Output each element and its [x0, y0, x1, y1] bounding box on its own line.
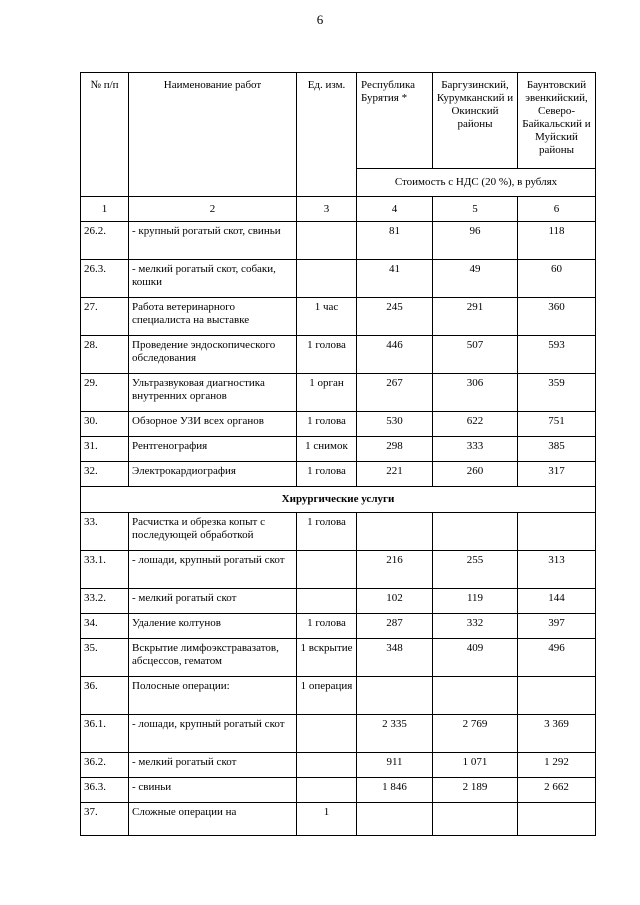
unit-cell	[297, 589, 357, 614]
price-barguzin	[433, 803, 518, 836]
table-row	[81, 437, 596, 462]
price-republic: 102	[357, 589, 433, 614]
price-bauntov: 317	[518, 462, 596, 487]
column-number: 2	[129, 197, 297, 222]
column-numbers-row	[81, 197, 596, 222]
unit-cell: 1 голова	[297, 412, 357, 437]
price-barguzin: 1 071	[433, 753, 518, 778]
row-number: 35.	[81, 639, 129, 677]
unit-cell	[297, 551, 357, 589]
column-number: 6	[518, 197, 596, 222]
row-number: 37.	[81, 803, 129, 836]
table-row	[81, 462, 596, 487]
price-barguzin: 96	[433, 222, 518, 260]
table-row	[81, 778, 596, 803]
price-barguzin: 255	[433, 551, 518, 589]
row-number: 26.3.	[81, 260, 129, 298]
row-number: 26.2.	[81, 222, 129, 260]
unit-cell: 1 голова	[297, 614, 357, 639]
unit-cell: 1 орган	[297, 374, 357, 412]
service-name: Рентгенография	[129, 437, 297, 462]
service-name: Электрокардиография	[129, 462, 297, 487]
row-number: 28.	[81, 336, 129, 374]
unit-cell: 1 голова	[297, 462, 357, 487]
price-barguzin: 2 189	[433, 778, 518, 803]
unit-cell: 1 операция	[297, 677, 357, 715]
price-barguzin: 409	[433, 639, 518, 677]
price-bauntov: 385	[518, 437, 596, 462]
table-row	[81, 753, 596, 778]
rows-before	[81, 222, 596, 487]
header-name: Наименование работ	[129, 73, 297, 197]
unit-cell: 1 вскрытие	[297, 639, 357, 677]
unit-cell	[297, 715, 357, 753]
unit-cell: 1 голова	[297, 336, 357, 374]
table-row	[81, 715, 596, 753]
header-row	[81, 73, 596, 169]
price-republic: 1 846	[357, 778, 433, 803]
price-republic	[357, 677, 433, 715]
unit-cell	[297, 222, 357, 260]
price-barguzin	[433, 677, 518, 715]
price-bauntov: 2 662	[518, 778, 596, 803]
header-republic: Республика Бурятия *	[357, 73, 433, 169]
service-name: Сложные операции на	[129, 803, 297, 836]
header-barguzin: Баргузинский, Курумканский и Окинский районы	[433, 73, 518, 169]
column-number: 4	[357, 197, 433, 222]
table-row	[81, 589, 596, 614]
unit-cell: 1 час	[297, 298, 357, 336]
price-bauntov: 3 369	[518, 715, 596, 753]
price-barguzin: 332	[433, 614, 518, 639]
price-barguzin: 2 769	[433, 715, 518, 753]
column-number: 3	[297, 197, 357, 222]
price-republic: 81	[357, 222, 433, 260]
price-republic: 41	[357, 260, 433, 298]
table-row	[81, 222, 596, 260]
unit-cell	[297, 260, 357, 298]
price-republic: 911	[357, 753, 433, 778]
price-republic: 216	[357, 551, 433, 589]
price-republic: 298	[357, 437, 433, 462]
service-name: - мелкий рогатый скот, собаки, кошки	[129, 260, 297, 298]
service-name: - лошади, крупный рогатый скот	[129, 715, 297, 753]
header-unit: Ед. изм.	[297, 73, 357, 197]
rows-after	[81, 513, 596, 836]
price-caption: Стоимость с НДС (20 %), в рублях	[357, 169, 596, 197]
table-row	[81, 803, 596, 836]
price-republic	[357, 513, 433, 551]
service-name: Полосные операции:	[129, 677, 297, 715]
row-number: 36.	[81, 677, 129, 715]
table-row	[81, 513, 596, 551]
service-name: Ультразвуковая диагностика внутренних органов	[129, 374, 297, 412]
unit-cell	[297, 778, 357, 803]
price-bauntov: 751	[518, 412, 596, 437]
price-barguzin: 119	[433, 589, 518, 614]
service-name: - мелкий рогатый скот	[129, 753, 297, 778]
unit-cell	[297, 753, 357, 778]
price-barguzin: 333	[433, 437, 518, 462]
row-number: 33.2.	[81, 589, 129, 614]
column-number: 5	[433, 197, 518, 222]
price-barguzin	[433, 513, 518, 551]
table-row	[81, 412, 596, 437]
price-bauntov: 360	[518, 298, 596, 336]
row-number: 36.3.	[81, 778, 129, 803]
price-barguzin: 291	[433, 298, 518, 336]
price-bauntov: 144	[518, 589, 596, 614]
price-bauntov	[518, 677, 596, 715]
table-row	[81, 551, 596, 589]
table-row	[81, 639, 596, 677]
row-number: 29.	[81, 374, 129, 412]
service-name: Вскрытие лимфоэкстравазатов, абсцессов, гематом	[129, 639, 297, 677]
table-row	[81, 298, 596, 336]
header-num: № п/п	[81, 73, 129, 197]
row-number: 27.	[81, 298, 129, 336]
price-bauntov: 496	[518, 639, 596, 677]
service-name: - лошади, крупный рогатый скот	[129, 551, 297, 589]
section-title: Хирургические услуги	[81, 487, 596, 513]
table-row	[81, 374, 596, 412]
row-number: 33.	[81, 513, 129, 551]
price-republic: 245	[357, 298, 433, 336]
price-republic: 530	[357, 412, 433, 437]
price-barguzin: 49	[433, 260, 518, 298]
table-row	[81, 260, 596, 298]
service-name: - свиньи	[129, 778, 297, 803]
price-bauntov: 60	[518, 260, 596, 298]
price-republic: 287	[357, 614, 433, 639]
unit-cell: 1 голова	[297, 513, 357, 551]
price-barguzin: 622	[433, 412, 518, 437]
price-bauntov: 593	[518, 336, 596, 374]
price-republic: 267	[357, 374, 433, 412]
price-republic: 446	[357, 336, 433, 374]
service-name: Удаление колтунов	[129, 614, 297, 639]
price-bauntov	[518, 803, 596, 836]
page-number: 6	[316, 12, 324, 27]
price-bauntov	[518, 513, 596, 551]
row-number: 33.1.	[81, 551, 129, 589]
table-row	[81, 614, 596, 639]
service-name: Расчистка и обрезка копыт с последующей обработкой	[129, 513, 297, 551]
row-number: 32.	[81, 462, 129, 487]
section-row	[81, 487, 596, 513]
price-barguzin: 306	[433, 374, 518, 412]
row-number: 36.2.	[81, 753, 129, 778]
price-bauntov: 397	[518, 614, 596, 639]
table-row	[81, 336, 596, 374]
price-bauntov: 1 292	[518, 753, 596, 778]
row-number: 36.1.	[81, 715, 129, 753]
price-bauntov: 359	[518, 374, 596, 412]
header-bauntov: Баунтовский эвенкийский, Северо-Байкальский и Муйский районы	[518, 73, 596, 169]
price-republic: 221	[357, 462, 433, 487]
unit-cell: 1 снимок	[297, 437, 357, 462]
unit-cell: 1	[297, 803, 357, 836]
row-number: 34.	[81, 614, 129, 639]
price-republic	[357, 803, 433, 836]
price-barguzin: 507	[433, 336, 518, 374]
service-name: - крупный рогатый скот, свиньи	[129, 222, 297, 260]
price-table	[80, 72, 596, 836]
table-row	[81, 677, 596, 715]
row-number: 31.	[81, 437, 129, 462]
price-barguzin: 260	[433, 462, 518, 487]
column-number: 1	[81, 197, 129, 222]
price-bauntov: 313	[518, 551, 596, 589]
price-bauntov: 118	[518, 222, 596, 260]
service-name: Обзорное УЗИ всех органов	[129, 412, 297, 437]
row-number: 30.	[81, 412, 129, 437]
service-name: - мелкий рогатый скот	[129, 589, 297, 614]
price-republic: 348	[357, 639, 433, 677]
service-name: Работа ветеринарного специалиста на выставке	[129, 298, 297, 336]
service-name: Проведение эндоскопического обследования	[129, 336, 297, 374]
price-republic: 2 335	[357, 715, 433, 753]
